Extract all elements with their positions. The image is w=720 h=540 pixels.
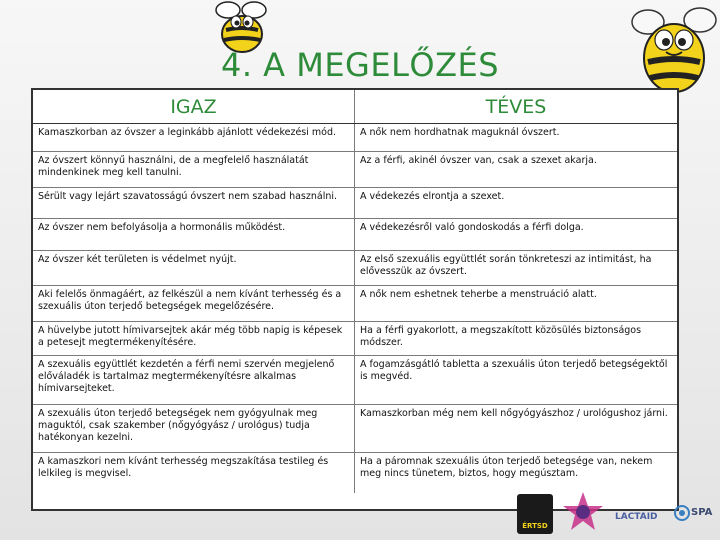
ertsd-badge-text: ÉRTSD xyxy=(522,522,548,530)
true-false-table xyxy=(31,88,679,511)
true-statement: Aki felelős önmagáért, az felkészül a nem kívánt terhesség és a szexuális úton terjedő betegségek megelőzésére. xyxy=(33,286,355,321)
false-statement: Ha a páromnak szexuális úton terjedő betegsége van, nekem meg nincs tünetem, biztos, hogy megúsztam. xyxy=(360,456,653,479)
spa-logo-text: SPA xyxy=(691,507,713,518)
true-statement: A kamaszkori nem kívánt terhesség megszakítása testileg és lelkileg is megvisel. xyxy=(33,453,355,493)
true-statement: A hüvelybe jutott hímivarsejtek akár még több napig is képesek a petesejt megtermékenyítésére. xyxy=(33,322,355,355)
table-row xyxy=(33,219,677,251)
table-row xyxy=(33,152,677,188)
true-statement: A szexuális úton terjedő betegségek nem gyógyulnak meg maguktól, csak szakember (nőgyógyász / urológus) tudja hatékonyan kezelni. xyxy=(33,405,355,452)
table-row xyxy=(33,124,677,152)
false-statement: Az első szexuális együttlét során tönkreteszi az intimitást, ha elővesszük az óvszert. xyxy=(360,254,652,277)
true-statement: Az óvszer nem befolyásolja a hormonális működést. xyxy=(33,219,355,250)
table-header-row xyxy=(33,90,677,124)
spa-swirl-icon xyxy=(673,502,691,524)
partner-logos xyxy=(505,488,720,540)
table-row xyxy=(33,322,677,356)
true-statement: Kamaszkorban az óvszer a leginkább ajánlott védekezési mód. xyxy=(33,124,355,151)
ertsd-logo xyxy=(517,494,553,534)
false-statement: Az a férfi, akinél óvszer van, csak a szexet akarja. xyxy=(360,155,597,166)
spa-logo xyxy=(673,502,717,528)
header-false: TÉVES xyxy=(485,96,547,118)
false-statement: A védekezésről való gondoskodás a férfi dolga. xyxy=(360,222,584,233)
table-row xyxy=(33,188,677,219)
page-title: 4. A MEGELŐZÉS xyxy=(220,46,500,84)
true-statement: Az óvszert könnyű használni, de a megfelelő használatát mindenkinek meg kell tanulni. xyxy=(33,152,355,187)
table-row xyxy=(33,251,677,286)
star-logo-icon xyxy=(561,490,605,534)
table-row xyxy=(33,356,677,405)
false-statement: A védekezés elrontja a szexet. xyxy=(360,191,505,202)
false-statement: A nők nem hordhatnak maguknál óvszert. xyxy=(360,127,560,138)
false-statement: A nők nem eshetnek teherbe a menstruáció alatt. xyxy=(360,289,597,300)
lactaid-logo: LACTAID xyxy=(615,512,658,522)
table-row xyxy=(33,286,677,322)
header-true: IGAZ xyxy=(33,90,355,123)
true-statement: Az óvszer két területen is védelmet nyújt. xyxy=(33,251,355,285)
false-statement: Kamaszkorban még nem kell nőgyógyászhoz / urológushoz járni. xyxy=(360,408,668,419)
table-row xyxy=(33,405,677,453)
true-statement: A szexuális együttlét kezdetén a férfi nemi szervén megjelenő előváladék is tartalmaz megtermékenyítésre alkalmas hímivarsejteket. xyxy=(33,356,355,404)
false-statement: Ha a férfi gyakorlott, a megszakított közösülés biztonságos módszer. xyxy=(360,325,642,348)
table-row xyxy=(33,453,677,493)
false-statement: A fogamzásgátló tabletta a szexuális úton terjedő betegségektől is megvéd. xyxy=(360,359,668,382)
true-statement: Sérült vagy lejárt szavatosságú óvszert nem szabad használni. xyxy=(33,188,355,218)
